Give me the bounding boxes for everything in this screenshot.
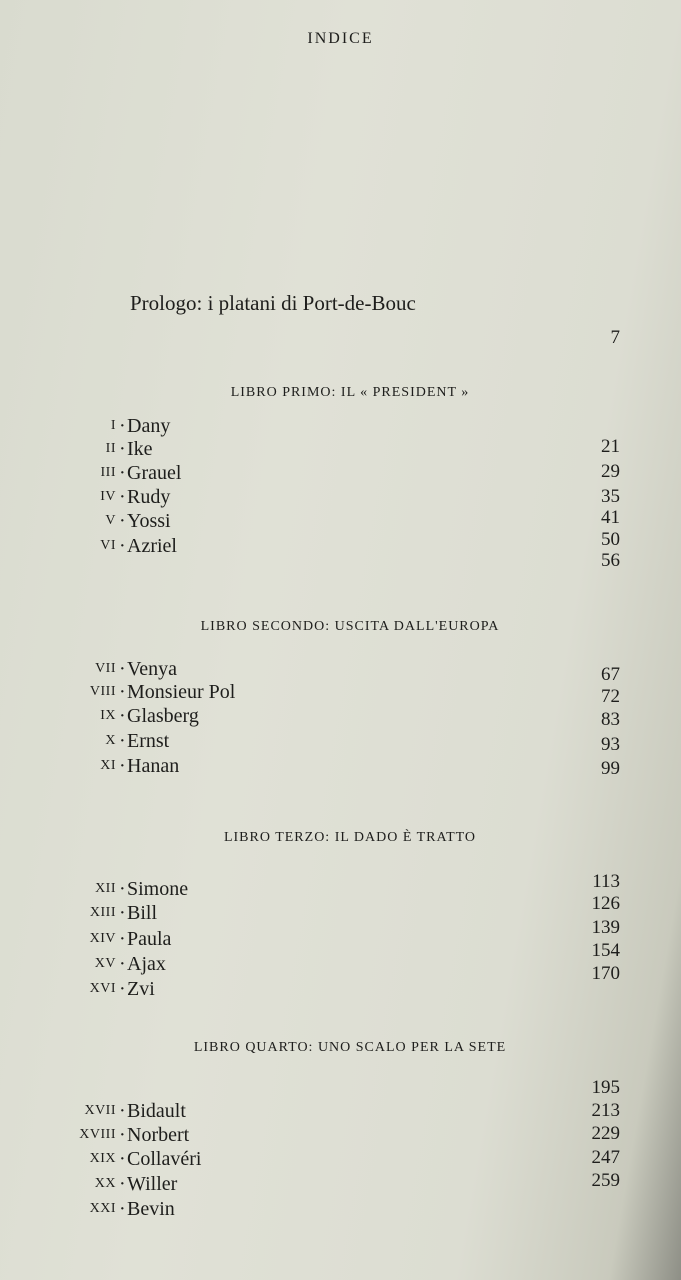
chapter-entry — [0, 979, 400, 1003]
chapter-entry — [0, 903, 400, 927]
chapter-number: III — [100, 465, 116, 480]
chapter-number: XIII — [89, 905, 116, 920]
chapter-entry — [0, 879, 400, 903]
chapter-number: XI — [100, 758, 116, 773]
chapter-title: Rudy — [127, 486, 171, 508]
chapter-title: Hanan — [127, 755, 180, 777]
chapter-entry — [0, 756, 400, 780]
page-number: 213 — [591, 1100, 620, 1121]
chapter-title: Norbert — [127, 1124, 190, 1146]
chapter-title: Bill — [127, 902, 158, 924]
separator-dot: · — [119, 928, 126, 950]
chapter-entry — [0, 463, 400, 487]
chapter-title: Paula — [127, 928, 172, 950]
chapter-entry — [0, 487, 400, 511]
chapter-title: Grauel — [127, 462, 182, 484]
chapter-title: Bidault — [127, 1100, 186, 1122]
separator-dot: · — [119, 755, 126, 777]
page-number: 35 — [601, 486, 620, 507]
separator-dot: · — [119, 878, 126, 900]
chapter-entry — [0, 954, 400, 978]
separator-dot: · — [119, 1100, 126, 1122]
separator-dot: · — [119, 730, 126, 752]
chapter-title: Monsieur Pol — [127, 681, 236, 703]
chapter-number: X — [105, 733, 116, 748]
page-number: 29 — [601, 461, 620, 482]
page-number: 21 — [601, 436, 620, 457]
page-number: 56 — [601, 550, 620, 571]
chapter-number: XVII — [84, 1103, 116, 1118]
chapter-title: Bevin — [127, 1198, 175, 1220]
book-header: LIBRO PRIMO: IL « PRESIDENT » — [230, 385, 470, 400]
chapter-number: XX — [94, 1176, 116, 1191]
page-number: 72 — [601, 686, 620, 707]
chapter-entry — [0, 511, 400, 535]
separator-dot: · — [119, 1124, 126, 1146]
chapter-title: Simone — [127, 878, 189, 900]
chapter-title: Yossi — [127, 510, 171, 532]
page-number: 99 — [601, 758, 620, 779]
page-number: 126 — [591, 893, 620, 914]
chapter-title: Ernst — [127, 730, 170, 752]
chapter-number: VIII — [89, 684, 116, 699]
page-number: 170 — [591, 963, 620, 984]
page-number: 93 — [601, 734, 620, 755]
separator-dot: · — [119, 510, 126, 532]
chapter-number: IV — [100, 489, 116, 504]
page-number: 154 — [591, 940, 620, 961]
separator-dot: · — [119, 681, 126, 703]
chapter-entry — [0, 1101, 400, 1125]
chapter-entry — [0, 1149, 400, 1173]
prologo-entry: Prologo: i platani di Port-de-Bouc — [130, 291, 416, 315]
chapter-title: Ike — [127, 438, 153, 460]
prologo-page: 7 — [610, 327, 620, 348]
page-title: INDICE — [307, 30, 374, 47]
chapter-title: Glasberg — [127, 705, 199, 727]
chapter-number: VII — [95, 661, 116, 676]
chapter-number: XVI — [89, 981, 116, 996]
chapter-entry — [0, 1199, 400, 1223]
chapter-number: XIV — [89, 931, 116, 946]
chapter-entry — [0, 706, 400, 730]
chapter-number: XVIII — [79, 1127, 116, 1142]
chapter-title: Venya — [127, 658, 177, 680]
chapter-entry — [0, 416, 400, 440]
chapter-number: I — [110, 418, 116, 433]
page-number: 247 — [591, 1147, 620, 1168]
book-header: LIBRO SECONDO: USCITA DALL'EUROPA — [200, 619, 500, 634]
chapter-number: V — [105, 513, 116, 528]
chapter-number: XXI — [89, 1201, 116, 1216]
book-header: LIBRO QUARTO: UNO SCALO PER LA SETE — [193, 1040, 507, 1055]
chapter-entry — [0, 536, 400, 560]
chapter-entry — [0, 1125, 400, 1149]
page-number: 113 — [592, 871, 620, 892]
separator-dot: · — [119, 1198, 126, 1220]
chapter-title: Zvi — [127, 978, 155, 1000]
page-number: 67 — [601, 664, 620, 685]
chapter-entry — [0, 731, 400, 755]
page-number: 139 — [591, 917, 620, 938]
page-number: 229 — [591, 1123, 620, 1144]
separator-dot: · — [119, 1148, 126, 1170]
separator-dot: · — [119, 486, 126, 508]
separator-dot: · — [119, 535, 126, 557]
chapter-entry — [0, 682, 400, 706]
separator-dot: · — [119, 438, 126, 460]
chapter-number: VI — [100, 538, 116, 553]
chapter-entry — [0, 439, 400, 463]
chapter-entry — [0, 929, 400, 953]
page-number: 41 — [601, 507, 620, 528]
page-number: 195 — [591, 1077, 620, 1098]
page-number: 259 — [591, 1170, 620, 1191]
chapter-title: Willer — [127, 1173, 178, 1195]
page-number: 50 — [601, 529, 620, 550]
separator-dot: · — [119, 705, 126, 727]
chapter-number: IX — [100, 708, 116, 723]
book-header: LIBRO TERZO: IL DADO È TRATTO — [223, 830, 477, 845]
chapter-number: XII — [95, 881, 116, 896]
chapter-title: Dany — [127, 415, 171, 437]
chapter-entry — [0, 1174, 400, 1198]
separator-dot: · — [119, 978, 126, 1000]
separator-dot: · — [119, 658, 126, 680]
chapter-entry — [0, 659, 400, 683]
separator-dot: · — [119, 462, 126, 484]
separator-dot: · — [119, 953, 126, 975]
separator-dot: · — [119, 902, 126, 924]
chapter-title: Ajax — [127, 953, 166, 975]
separator-dot: · — [119, 415, 126, 437]
page-number: 83 — [601, 709, 620, 730]
separator-dot: · — [119, 1173, 126, 1195]
chapter-number: XIX — [89, 1151, 116, 1166]
chapter-number: II — [105, 441, 116, 456]
chapter-number: XV — [94, 956, 116, 971]
chapter-title: Azriel — [127, 535, 177, 557]
chapter-title: Collavéri — [127, 1148, 202, 1170]
